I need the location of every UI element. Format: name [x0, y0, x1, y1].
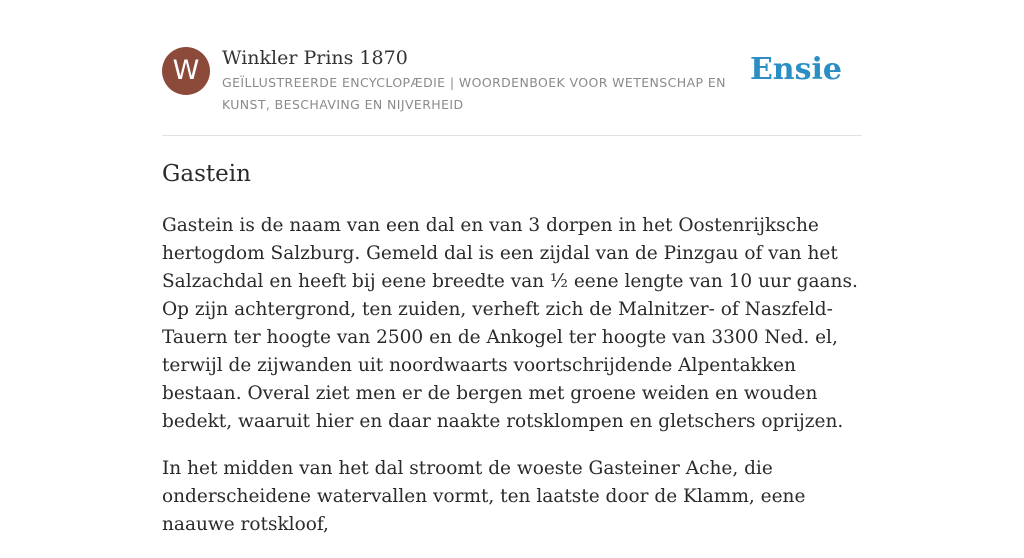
header-divider [162, 135, 862, 136]
source-subtitle: GEÏLLUSTREERDE ENCYCLOPÆDIE | WOORDENBOEK VOOR WETENSCHAP EN KUNST, BESCHAVING EN NIJVERHEID [222, 75, 726, 112]
source-header [162, 45, 862, 135]
source-title[interactable]: Winkler Prins 1870 [222, 47, 408, 69]
article-paragraph: In het midden van het dal stroomt de woeste Gasteiner Ache, die onderscheidene watervallen vormt, ten laatste door de Klamm, eene naauwe rotskloof, [162, 458, 806, 535]
article-title: Gastein [162, 161, 251, 187]
article-body [162, 212, 867, 558]
source-avatar[interactable]: W [162, 47, 210, 95]
article-paragraph: Gastein is de naam van een dal en van 3 dorpen in het Oostenrijksche hertogdom Salzburg. Gemeld dal is een zijdal van de Pinzgau of van het Salzachdal en heeft bij eene breedte van ½ eene lengte van 10 uur gaans. Op zijn achtergrond, ten zuiden, verheft zich de Malnitzer- of Naszfeld-Tauern ter hoogte van 2500 en de Ankogel ter hoogte van 3300 Ned. el, terwijl de zijwanden uit noordwaarts voortschrijdende Alpentakken bestaan. Overal ziet men er de bergen met groene weiden en wouden bedekt, waaruit hier en daar naakte rotsklompen en gletschers oprijzen. [162, 215, 858, 432]
ensie-logo[interactable]: Ensie [749, 52, 842, 87]
